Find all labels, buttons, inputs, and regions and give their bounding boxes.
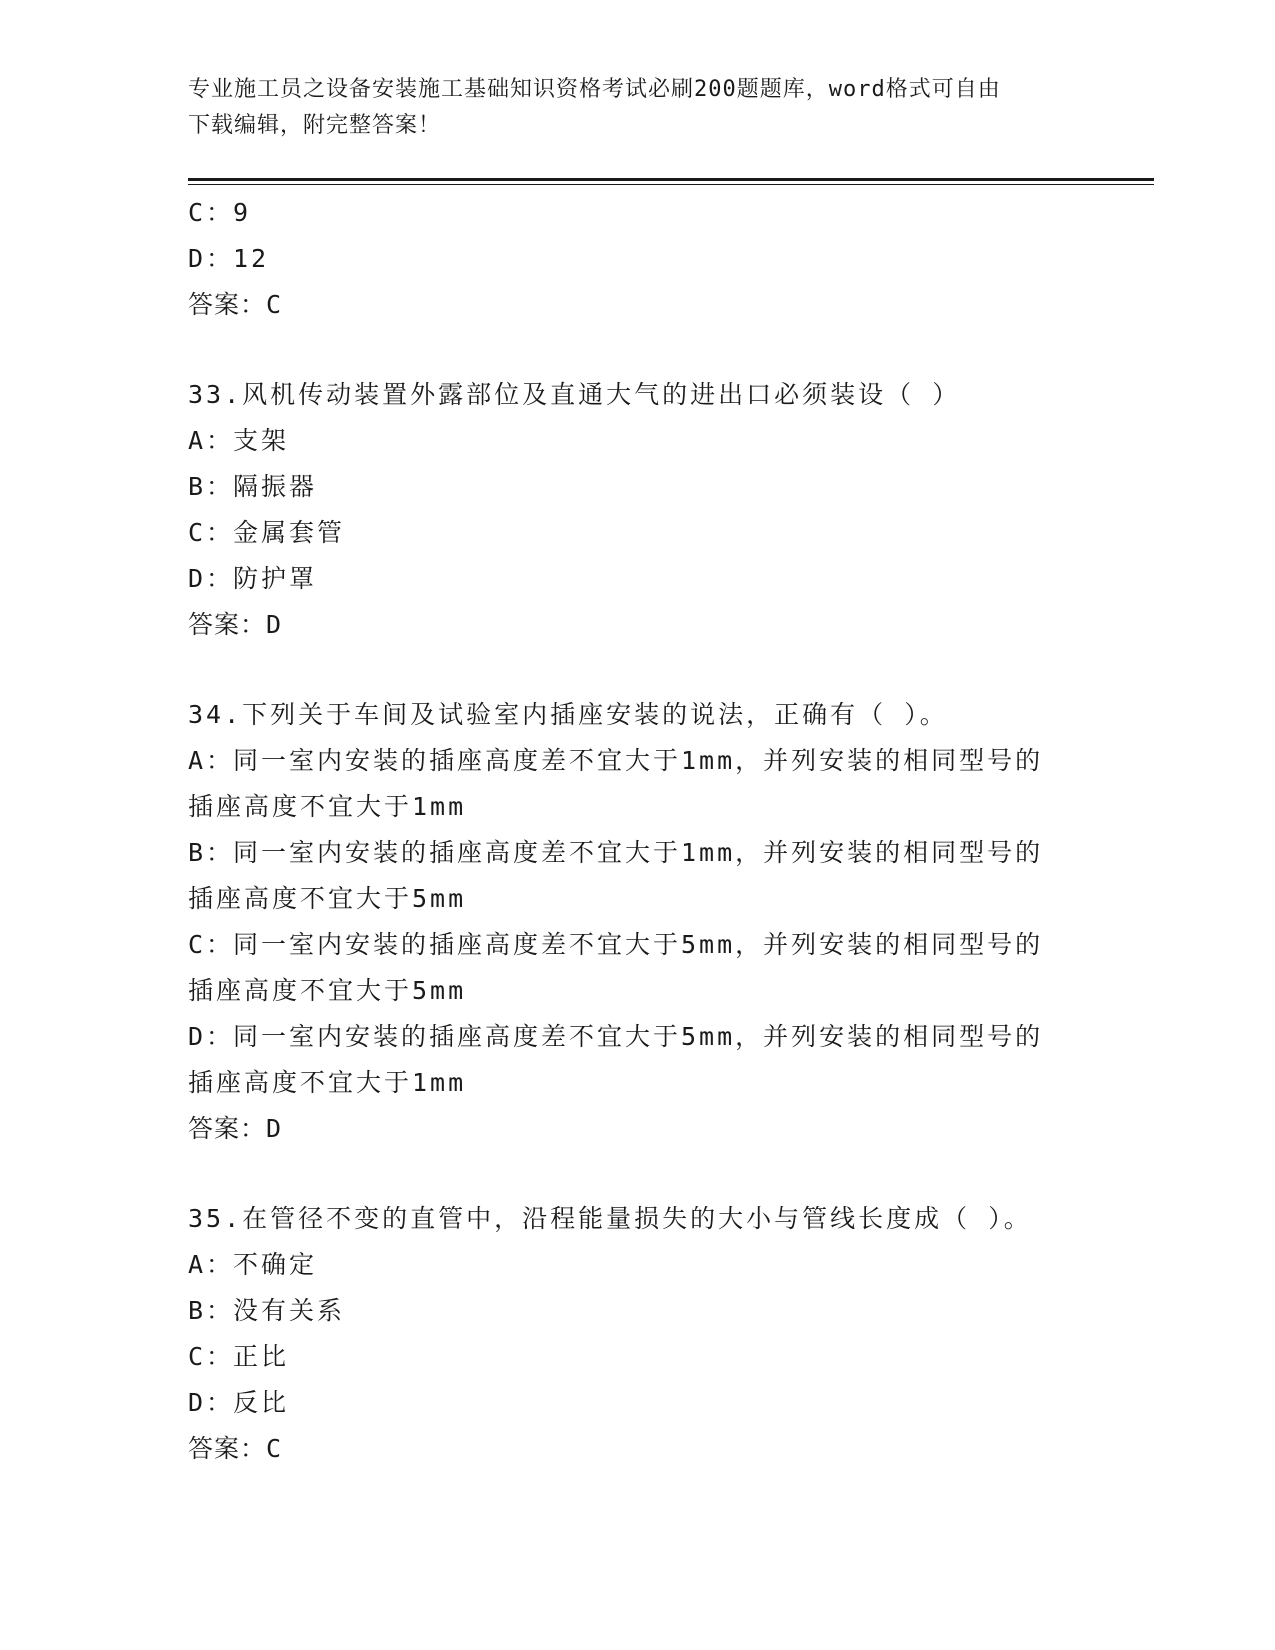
option-key: D： bbox=[188, 1022, 235, 1051]
option-text: 同一室内安装的插座高度差不宜大于5mm，并列安装的相同型号的 bbox=[233, 1022, 1044, 1051]
option-key: B： bbox=[188, 1296, 235, 1325]
question-35 bbox=[188, 1196, 1088, 1472]
option-a bbox=[188, 1242, 1088, 1288]
question-stem: 33.风机传动装置外露部位及直通大气的进出口必须装设（ ） bbox=[188, 380, 961, 409]
option-key: C： bbox=[188, 1342, 235, 1371]
question-list bbox=[188, 190, 1088, 1472]
option-key: C： bbox=[188, 198, 235, 227]
option-key: B： bbox=[188, 472, 235, 501]
option-d bbox=[188, 1380, 1088, 1426]
option-text-cont: 插座高度不宜大于5mm bbox=[188, 884, 467, 913]
option-d bbox=[188, 556, 1088, 602]
option-key: D： bbox=[188, 1388, 235, 1417]
option-text: 9 bbox=[233, 198, 252, 227]
question-stem: 34.下列关于车间及试验室内插座安装的说法，正确有（ ）。 bbox=[188, 700, 948, 729]
option-text: 同一室内安装的插座高度差不宜大于1mm，并列安装的相同型号的 bbox=[233, 838, 1044, 867]
option-text: 金属套管 bbox=[233, 518, 346, 547]
answer-line: 答案：D bbox=[188, 1114, 283, 1143]
option-key: A： bbox=[188, 426, 235, 455]
option-key: C： bbox=[188, 518, 235, 547]
option-text: 不确定 bbox=[233, 1250, 318, 1279]
document-header bbox=[188, 72, 1088, 144]
option-d bbox=[188, 1014, 1088, 1106]
answer-line: 答案：D bbox=[188, 610, 283, 639]
header-title-line-2: 下载编辑，附完整答案！ bbox=[188, 113, 442, 138]
option-c bbox=[188, 1334, 1088, 1380]
option-c bbox=[188, 922, 1088, 1014]
option-key: B： bbox=[188, 838, 235, 867]
option-key: C： bbox=[188, 930, 235, 959]
option-a bbox=[188, 738, 1088, 830]
option-a bbox=[188, 418, 1088, 464]
option-text: 隔振器 bbox=[233, 472, 318, 501]
option-key: D： bbox=[188, 244, 235, 273]
option-text: 反比 bbox=[233, 1388, 290, 1417]
answer-line: 答案：C bbox=[188, 290, 283, 319]
option-b bbox=[188, 830, 1088, 922]
prev-question bbox=[188, 190, 1088, 328]
option-key: D： bbox=[188, 564, 235, 593]
option-d bbox=[188, 236, 1088, 282]
option-text: 同一室内安装的插座高度差不宜大于5mm，并列安装的相同型号的 bbox=[233, 930, 1044, 959]
header-divider-thick bbox=[188, 178, 1154, 181]
option-b bbox=[188, 1288, 1088, 1334]
header-divider-thin bbox=[188, 184, 1154, 185]
option-text-cont: 插座高度不宜大于5mm bbox=[188, 976, 467, 1005]
answer-line: 答案：C bbox=[188, 1434, 283, 1463]
option-text: 正比 bbox=[233, 1342, 290, 1371]
option-text: 防护罩 bbox=[233, 564, 318, 593]
question-33 bbox=[188, 372, 1088, 648]
option-text: 没有关系 bbox=[233, 1296, 346, 1325]
option-text-cont: 插座高度不宜大于1mm bbox=[188, 1068, 467, 1097]
option-key: A： bbox=[188, 1250, 235, 1279]
option-key: A： bbox=[188, 746, 235, 775]
question-stem: 35.在管径不变的直管中，沿程能量损失的大小与管线长度成（ ）。 bbox=[188, 1204, 1032, 1233]
option-text-cont: 插座高度不宜大于1mm bbox=[188, 792, 467, 821]
option-c bbox=[188, 510, 1088, 556]
option-b bbox=[188, 464, 1088, 510]
option-text: 支架 bbox=[233, 426, 290, 455]
option-text: 12 bbox=[233, 244, 270, 273]
question-34 bbox=[188, 692, 1088, 1152]
header-title-line-1: 专业施工员之设备安装施工基础知识资格考试必刷200题题库，word格式可自由 bbox=[188, 77, 1001, 102]
option-c bbox=[188, 190, 1088, 236]
option-text: 同一室内安装的插座高度差不宜大于1mm，并列安装的相同型号的 bbox=[233, 746, 1044, 775]
